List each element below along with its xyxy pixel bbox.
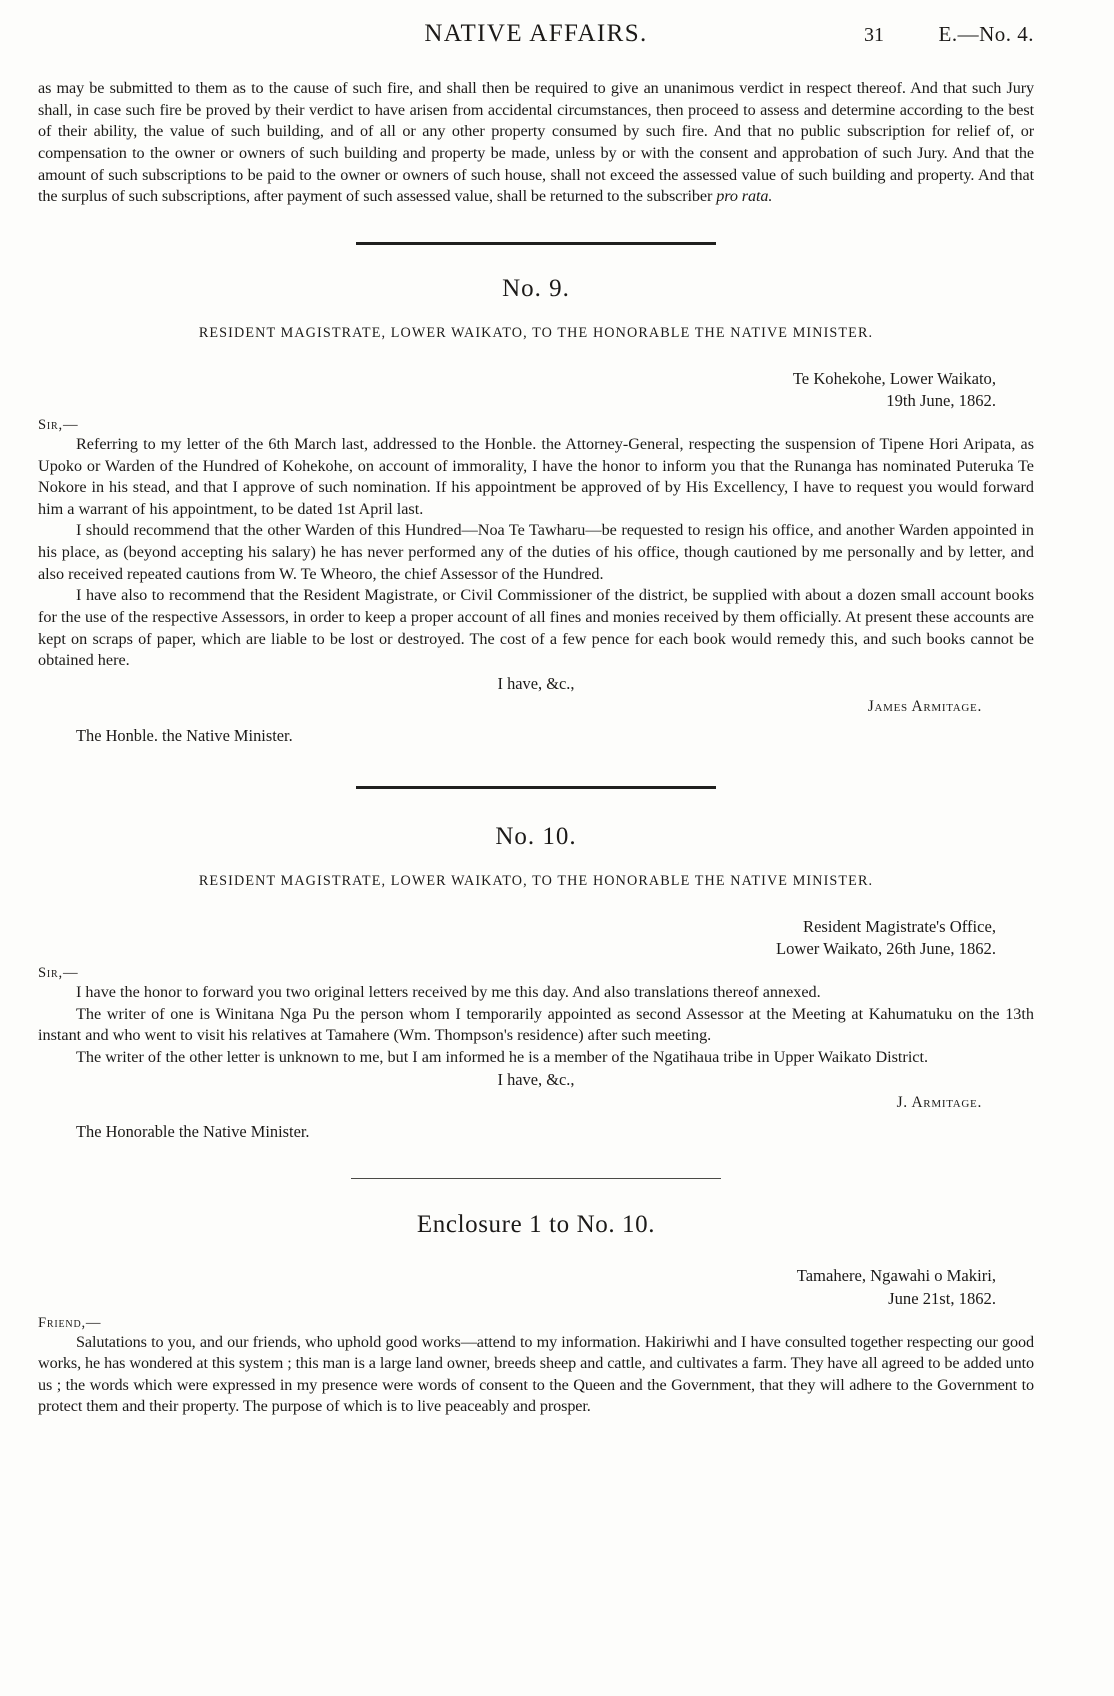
- section-9-signature: James Armitage.: [867, 697, 982, 715]
- section-10-salutation: Sir,—: [38, 964, 79, 981]
- section-no-10: [38, 823, 1034, 1143]
- section-10-number: No. 10.: [495, 822, 577, 850]
- section-9-address: [38, 368, 996, 413]
- rule-line: [351, 1178, 721, 1179]
- section-10-paragraph-3: The writer of the other letter is unknown to me, but I am informed he is a member of the Ngatihaua tribe in Upper Waikato District.: [76, 1047, 929, 1066]
- section-10-paragraph-1: I have the honor to forward you two original letters received by me this day. And also translations thereof annexed.: [76, 982, 821, 1001]
- continued-paragraph: [38, 78, 1034, 208]
- enclosure-heading: Enclosure 1 to No. 10.: [416, 1211, 656, 1239]
- document-number: E.—No. 4.: [938, 22, 1034, 46]
- divider-rule-2: [38, 786, 1034, 789]
- continued-paragraph-text: as may be submitted to them as to the cause of such fire, and shall then be required to give an unanimous verdict in respect thereof. And that such Jury shall, in case such fire be proved by their verdict to have arisen from accidental circumstances, then proceed to assess and determine according to the best of their ability, the value of such building, and of all or any other property consumed by such fire. And that no public subscription for relief of, or compensation to the owner or owners of such building and property be made, unless by or with the consent and approbation of such Jury. And that the amount of such subscriptions to be paid to the owner or owners of such house, shall not exceed the assessed value of such building and property. And that the surplus of such subscriptions, after payment of such assessed value, shall be returned to the subscriber: [38, 79, 1034, 206]
- divider-rule-3: [38, 1178, 1034, 1179]
- section-9-address-line1: Te Kohekohe, Lower Waikato,: [792, 368, 996, 388]
- enclosure-address: [38, 1265, 996, 1310]
- section-10-signature: J. Armitage.: [896, 1094, 982, 1112]
- section-9-recipient: The Honble. the Native Minister.: [76, 725, 293, 745]
- enclosure-section: [38, 1211, 1034, 1418]
- continued-paragraph-italic: pro rata.: [716, 187, 773, 206]
- section-9-paragraph-2: I should recommend that the other Warden of this Hundred—Noa Te Tawharu—be requested to resign his office, and another Warden appointed in his place, as (beyond accepting his salary) he has never performed any of the duties of his office, though cautioned by me personally and by letter, and also received repeated cautions from W. Te Wheoro, the chief Assessor of the Hundred.: [38, 521, 1034, 583]
- section-10-closing: I have, &c.,: [497, 1070, 575, 1090]
- section-9-address-line2: 19th June, 1862.: [886, 391, 996, 411]
- section-10-address: [38, 916, 996, 961]
- section-10-address-line1: Resident Magistrate's Office,: [803, 916, 996, 936]
- rule-line: [356, 242, 716, 245]
- page-number: 31: [864, 24, 884, 46]
- section-no-9: [38, 275, 1034, 746]
- section-10-subtitle: RESIDENT MAGISTRATE, LOWER WAIKATO, TO THE HONORABLE THE NATIVE MINISTER.: [198, 872, 874, 889]
- section-9-subtitle: RESIDENT MAGISTRATE, LOWER WAIKATO, TO THE HONORABLE THE NATIVE MINISTER.: [198, 324, 874, 341]
- section-9-paragraph-3: I have also to recommend that the Resident Magistrate, or Civil Commissioner of the district, be supplied with about a dozen small account books for the use of the respective Assessors, in order to keep a proper account of all fines and monies received by them officially. At present these accounts are kept on scraps of paper, which are liable to be lost or destroyed. The cost of a few pence for each book would remedy this, and such books cannot be obtained here.: [38, 586, 1034, 670]
- section-9-salutation: Sir,—: [38, 416, 79, 433]
- enclosure-salutation: Friend,—: [38, 1314, 102, 1331]
- continued-paragraph-block: [38, 78, 1034, 208]
- section-10-paragraph-2: The writer of one is Winitana Nga Pu the person whom I temporarily appointed as second Assessor at the Meeting at Kahumatuku on the 13th instant and who went to visit his relatives at Tamahere (Wm. Thompson's residence) after such meeting.: [38, 1004, 1034, 1045]
- page-title: NATIVE AFFAIRS.: [424, 20, 648, 47]
- section-10-address-line2: Lower Waikato, 26th June, 1862.: [775, 939, 996, 959]
- section-9-number: No. 9.: [502, 274, 570, 302]
- running-head: [38, 18, 1034, 64]
- enclosure-address-line1: Tamahere, Ngawahi o Makiri,: [796, 1266, 996, 1286]
- enclosure-address-line2: June 21st, 1862.: [888, 1288, 996, 1308]
- section-9-paragraph-1: Referring to my letter of the 6th March last, addressed to the Honble. the Attorney-General, respecting the suspension of Tipene Hori Aripata, as Upoko or Warden of the Hundred of Kohekohe, on account of immorality, I have the honor to inform you that the Runanga has nominated Puteruka Te Nokore in his stead, and that I approve of such nomination. If his appointment be approved of by His Excellency, I have to request you would forward him a warrant of his appointment, to be dated 1st April last.: [38, 434, 1034, 518]
- section-10-recipient: The Honorable the Native Minister.: [76, 1122, 310, 1142]
- rule-line: [356, 786, 716, 789]
- divider-rule-1: [38, 242, 1034, 245]
- section-9-closing: I have, &c.,: [497, 673, 575, 693]
- enclosure-paragraph-1: Salutations to you, and our friends, who uphold good works—attend to my information. Hakiriwhi and I have consulted together respecting our good works, he has wondered at this system ; this man is a large land owner, breeds sheep and cattle, and cultivates a farm. They have all agreed to be added unto us ; the words which were expressed in my presence were words of consent to the Queen and the Government, that they will adhere to the Government to protect them and their property. The purpose of which is to live peaceably and prosper.: [38, 1332, 1034, 1416]
